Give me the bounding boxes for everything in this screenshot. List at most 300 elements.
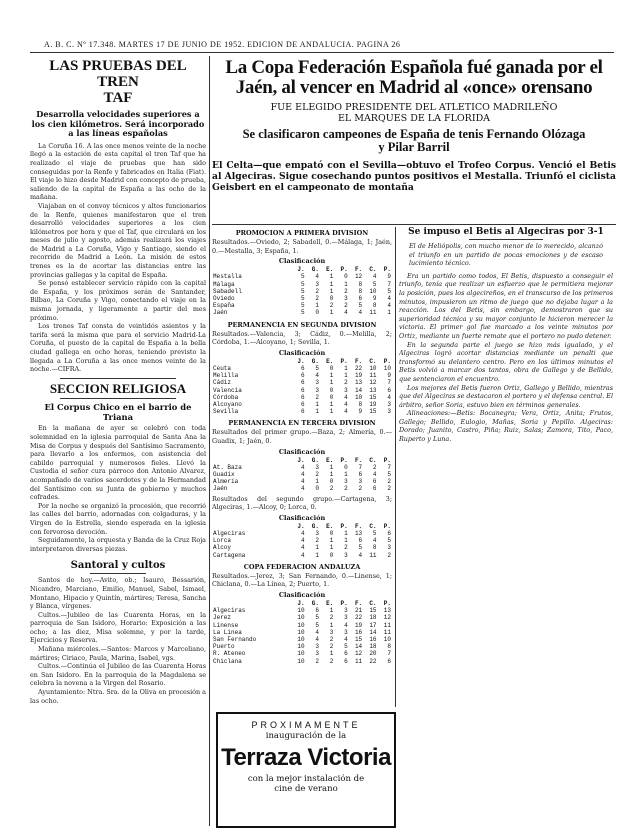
stat-cell: 1 <box>329 287 334 295</box>
header-cell: C. <box>369 522 377 530</box>
header-cell: E. <box>326 522 334 530</box>
table3-results: Resultados del primer grupo.—Baza, 2; Almería, 0.—Guadix, 1; Jaén, 0. <box>212 428 392 446</box>
stat-cell: 4 <box>344 621 348 629</box>
stat-cell: 4 <box>387 302 391 310</box>
column-rule <box>395 227 396 707</box>
stat-cell: 16 <box>354 628 363 636</box>
stat-cell: 0 <box>329 393 334 401</box>
table3b-clasif-label: Clasificación <box>278 513 326 522</box>
header-cell: G. <box>311 357 319 365</box>
stat-cell: 2 <box>344 302 348 310</box>
stat-cell: 3 <box>344 551 348 559</box>
stat-cell: 1 <box>329 372 334 380</box>
stat-cell: 5 <box>300 287 305 295</box>
ad-line3: Terraza Victoria <box>221 744 391 771</box>
stat-cell: 6 <box>300 393 305 401</box>
stat-cell: 1 <box>329 379 334 387</box>
stat-cell: 10 <box>297 614 305 622</box>
stat-cell: 12 <box>383 614 391 622</box>
header-cell <box>212 600 291 607</box>
team-name: Alcoyano <box>213 401 242 409</box>
stat-cell: 2 <box>344 379 348 387</box>
table-row <box>212 607 392 614</box>
header-cell: P. <box>340 357 348 365</box>
team-name: Málaga <box>213 280 235 288</box>
stat-cell: 4 <box>358 551 363 559</box>
stat-cell: 4 <box>387 393 391 401</box>
stat-cell: 1 <box>315 408 319 416</box>
stat-cell: 2 <box>329 614 334 622</box>
table1 <box>212 266 392 316</box>
stat-cell: 3 <box>315 386 319 394</box>
main-headline-line2: Jaén, al vencer en Madrid al «once» orensano <box>235 76 593 98</box>
header-cell: C. <box>369 266 377 274</box>
stat-cell: 14 <box>354 643 363 651</box>
header-cell: G. <box>311 456 319 464</box>
stat-cell: 11 <box>369 551 377 559</box>
stat-cell: 6 <box>358 537 363 545</box>
stat-cell: 5 <box>300 273 305 281</box>
header-cell: P. <box>383 456 391 464</box>
table-row <box>212 537 392 544</box>
stat-cell: 4 <box>344 408 348 416</box>
stat-cell: 6 <box>300 365 305 372</box>
stat-cell: 10 <box>383 636 391 644</box>
header-cell: J. <box>297 600 305 608</box>
header-cell: J. <box>297 266 305 274</box>
stat-cell: 3 <box>329 628 334 636</box>
stat-cell: 2 <box>315 287 319 295</box>
ad-line1: PROXIMAMENTE <box>251 720 361 730</box>
table-row <box>212 379 392 386</box>
stat-cell: 2 <box>329 636 334 644</box>
stat-cell: 8 <box>358 287 363 295</box>
stat-cell: 18 <box>369 643 377 651</box>
table-row <box>212 471 392 478</box>
ad-line5: cine de verano <box>274 784 338 794</box>
stat-cell: 6 <box>372 485 377 493</box>
team-name: Almería <box>213 478 239 486</box>
stat-cell: 4 <box>315 628 319 636</box>
stat-cell: 10 <box>297 657 305 665</box>
stat-cell: 12 <box>354 273 363 281</box>
stat-cell: 1 <box>315 401 319 409</box>
stat-cell: 2 <box>315 393 319 401</box>
stat-cell: 5 <box>387 537 391 545</box>
header-cell <box>212 523 291 530</box>
table2-clasif-label: Clasificación <box>278 348 326 357</box>
stat-cell: 1 <box>329 537 334 545</box>
table-row <box>212 650 392 657</box>
stat-cell: 6 <box>358 471 363 479</box>
stat-cell: 8 <box>387 643 391 651</box>
stat-cell: 2 <box>344 287 348 295</box>
stat-cell: 1 <box>329 471 334 479</box>
table1-clasif-label: Clasificación <box>278 257 326 266</box>
stat-cell: 5 <box>372 530 377 538</box>
stat-cell: 8 <box>372 302 377 310</box>
stat-cell: 3 <box>315 650 319 658</box>
stat-cell: 10 <box>297 621 305 629</box>
table-row <box>212 365 392 372</box>
team-name: Valencia <box>213 386 242 394</box>
table-header-row <box>212 358 392 365</box>
stat-cell: 0 <box>344 463 348 471</box>
stat-cell: 4 <box>300 544 305 552</box>
table-row <box>212 295 392 302</box>
team-name: Cartagena <box>213 551 246 559</box>
stat-cell: 1 <box>329 650 334 658</box>
stat-cell: 1 <box>329 607 334 615</box>
stat-cell: 13 <box>369 386 377 394</box>
table-header-row <box>212 600 392 607</box>
stat-cell: 10 <box>297 636 305 644</box>
stat-cell: 1 <box>329 273 334 281</box>
stat-cell: 3 <box>387 544 391 552</box>
table1-heading: PROMOCION A PRIMERA DIVISION <box>235 229 369 237</box>
stat-cell: 14 <box>369 628 377 636</box>
subhead-taf: Desarrolla velocidades superiores a los cien kilómetros. Será incorporado a las líneas españolas <box>31 109 205 139</box>
stat-cell: 3 <box>315 280 319 288</box>
team-name: Jaén <box>213 485 228 493</box>
stat-cell: 6 <box>300 372 305 380</box>
stat-cell: 10 <box>383 365 391 372</box>
stat-cell: 19 <box>354 621 363 629</box>
header-cell: P. <box>383 266 391 274</box>
header-cell: J. <box>297 522 305 530</box>
header-cell: G. <box>311 522 319 530</box>
article-corpus-p1: En la mañana de ayer se celebró con toda solemnidad en la iglesia parroquial de Santa Ana la Misa de Corpus y después del Santísimo Sacramento, para llevarlo a los enfermos, con asistencia del cabildo parroquial y numerosos fieles. Llevó la Custodia el señor cura párroco don Antonio Alvarez, acompañado de varios sacerdotes y de la Hermandad del Santísimo con su Junta de gobierno y muchos cofrades. <box>30 424 206 502</box>
stat-cell: 10 <box>297 643 305 651</box>
header-cell: G. <box>311 266 319 274</box>
team-name: Guadix <box>213 471 235 479</box>
stat-cell: 6 <box>344 650 348 658</box>
article-corpus-p2: Por la noche se organizó la procesión, que recorrió las calles del barrio, adornadas con colgaduras, y la Virgen de la Estrella, siendo esperada en la iglesia con fervorosa devoción. <box>30 501 206 536</box>
stat-cell: 15 <box>369 607 377 615</box>
subhead-tenis-line1: Se clasificaron campeones de España de tenis Fernando Olózaga <box>242 126 586 141</box>
stat-cell: 0 <box>315 485 319 493</box>
table-header-row <box>212 266 392 273</box>
table3b-results: Resultados del segundo grupo.—Cartagena, 3; Algeciras, 1.—Alcoy, 0; Lorca, 0. <box>212 494 392 512</box>
stat-cell: 2 <box>315 537 319 545</box>
table-row <box>212 401 392 408</box>
stat-cell: 3 <box>344 386 348 394</box>
stat-cell: 12 <box>354 650 363 658</box>
header-cell: P. <box>340 456 348 464</box>
stat-cell: 7 <box>387 280 391 288</box>
stat-cell: 3 <box>387 408 391 416</box>
table-row <box>212 658 392 665</box>
stat-cell: 2 <box>315 471 319 479</box>
stat-cell: 2 <box>387 478 391 486</box>
team-name: Sabadell <box>213 287 242 295</box>
stat-cell: 9 <box>387 372 391 380</box>
betis-p2: En la segunda parte el juego se hizo más igualado, y el Algeciras logró acortar distancias mediante un penalti que transformó su delantero centro. Pero en los últimos minutos el Betis volvió a marcar dos tantos, obra de Gallego y de Bellido, que sentenciaron el encuentro. <box>399 340 613 383</box>
stat-cell: 2 <box>329 643 334 651</box>
stat-cell: 7 <box>358 463 363 471</box>
headline-taf-line2: TAF <box>103 89 133 106</box>
header-cell: F. <box>354 456 363 464</box>
article-taf-p4: Los trenes Taf consta de veintidós asientos y la tarifa será la misma que para el servicio Madrid-La Coruña, el puesto de la capital de España a la bella ciudad gallega en ocho horas, teniendo previsto la llegada a La Coruña a las once menos veinte de la noche.—CIFRA. <box>30 322 206 374</box>
table3 <box>212 457 392 493</box>
team-name: Jaén <box>213 309 228 317</box>
stat-cell: 1 <box>315 302 319 310</box>
table4-heading: COPA FEDERACION ANDALUZA <box>243 562 361 571</box>
stat-cell: 6 <box>300 408 305 416</box>
stat-cell: 4 <box>387 295 391 302</box>
stat-cell: 2 <box>329 302 334 310</box>
ad-line2: inauguración de la <box>265 731 347 741</box>
stat-cell: 3 <box>315 379 319 387</box>
stat-cell: 4 <box>300 551 305 559</box>
stat-cell: 13 <box>354 530 363 538</box>
stat-cell: 10 <box>369 287 377 295</box>
header-cell: P. <box>340 600 348 608</box>
stat-cell: 0 <box>329 478 334 486</box>
table-row <box>212 622 392 629</box>
team-name: San Fernando <box>213 636 257 644</box>
stat-cell: 2 <box>387 551 391 559</box>
table-row <box>212 614 392 621</box>
stat-cell: 4 <box>300 537 305 545</box>
header-cell: C. <box>369 456 377 464</box>
table2-results: Resultados.—Valencia, 3; Cádiz, 0.—Melilla, 2; Córdoba, 1.—Alcoyano, 1; Sevilla, 1. <box>212 329 392 347</box>
stat-cell: 4 <box>344 401 348 409</box>
stat-cell: 3 <box>344 607 348 615</box>
table-row <box>212 288 392 295</box>
stat-cell: 3 <box>344 295 348 302</box>
stat-cell: 6 <box>387 530 391 538</box>
santoral-p1: Santos de hoy.—Avito, ob.; Isauro, Bessarión, Nicandro, Marciano, Emilio, Manuel, Sabel, Ismael, Montano, Hipacio y Quintín, mártires; Teresa, Sancha y Blanca, vírgenes. <box>30 576 206 611</box>
stat-cell: 13 <box>354 379 363 387</box>
stat-cell: 7 <box>387 463 391 471</box>
table-row <box>212 281 392 288</box>
stat-cell: 4 <box>372 471 377 479</box>
team-name: Melilla <box>213 372 239 380</box>
stat-cell: 4 <box>372 537 377 545</box>
team-name: Sevilla <box>213 408 239 416</box>
stat-cell: 3 <box>344 614 348 622</box>
team-name: Linense <box>213 621 239 629</box>
stat-cell: 5 <box>315 365 319 372</box>
stat-cell: 19 <box>354 372 363 380</box>
stat-cell: 1 <box>315 478 319 486</box>
stat-cell: 4 <box>300 471 305 479</box>
stat-cell: 3 <box>358 478 363 486</box>
stat-cell: 4 <box>300 530 305 538</box>
header-cell: P. <box>383 522 391 530</box>
divider <box>90 573 146 574</box>
header-cell <box>212 457 291 464</box>
stat-cell: 15 <box>369 393 377 401</box>
team-name: Alcoy <box>213 544 232 552</box>
table2 <box>212 358 392 416</box>
stat-cell: 1 <box>315 544 319 552</box>
subhead-tenis-line2: y Pilar Barril <box>378 140 450 154</box>
team-name: Algeciras <box>213 607 246 615</box>
stat-cell: 0 <box>344 273 348 281</box>
stat-cell: 15 <box>369 408 377 416</box>
table-header-row <box>212 523 392 530</box>
team-name: At. Baza <box>213 463 242 471</box>
stat-cell: 5 <box>358 302 363 310</box>
stat-cell: 10 <box>354 393 363 401</box>
left-column <box>30 56 206 832</box>
stat-cell: 6 <box>387 386 391 394</box>
header-cell: E. <box>326 266 334 274</box>
stat-cell: 8 <box>358 401 363 409</box>
stat-cell: 8 <box>358 280 363 288</box>
stat-cell: 22 <box>354 365 363 372</box>
header-cell: E. <box>326 600 334 608</box>
table-row <box>212 302 392 309</box>
stat-cell: 4 <box>300 463 305 471</box>
stat-cell: 5 <box>300 309 305 317</box>
headline-religiosa: SECCION RELIGIOSA <box>49 380 187 396</box>
stat-cell: 4 <box>315 273 319 281</box>
team-name: Oviedo <box>213 295 235 302</box>
team-name: R. Ateneo <box>213 650 246 658</box>
stat-cell: 1 <box>329 401 334 409</box>
stat-cell: 11 <box>383 621 391 629</box>
main-headline-line1: La Copa Federación Española fué ganada por el <box>225 57 603 78</box>
table-row <box>212 478 392 485</box>
stat-cell: 6 <box>358 295 363 302</box>
team-name: Puerto <box>213 643 235 651</box>
stat-cell: 10 <box>297 628 305 636</box>
stat-cell: 0 <box>329 386 334 394</box>
stat-cell: 21 <box>354 607 363 615</box>
stat-cell: 5 <box>344 643 348 651</box>
santoral-p3: Mañana miércoles.—Santos: Marcos y Marceliano, mártires; Ciriaco, Paula, Marina, Isabel, vgs. <box>30 645 206 662</box>
stat-cell: 2 <box>387 485 391 493</box>
stat-cell: 9 <box>358 408 363 416</box>
stat-cell: 2 <box>358 485 363 493</box>
subhead-atletico-line2: EL MARQUES DE LA FLORIDA <box>337 112 491 124</box>
header-cell: J. <box>297 456 305 464</box>
stat-cell: 7 <box>387 650 391 658</box>
stat-cell: 5 <box>300 302 305 310</box>
header-cell: F. <box>354 357 363 365</box>
betis-p1: Era un partido como todos, El Betis, dispuesto a conseguir el triunfo, tenía que realizar un esfuerzo que le permitiera mejorar la posición, pues los algecireños, en el transcurso de los primeros minutos, impusieron un ritmo de juego que no dejaba lugar a la reacción. Los del Betis, sin embargo, demostraron que su superioridad técnica y su mayor conjunto le hicieron merecer la victoria. El primer gol fue marcado a los veinte minutos por Ortiz, mediante un fuerte remate que el portero no pudo detener. <box>399 271 613 340</box>
article-taf-p1: La Coruña 16. A las once menos veinte de la noche llegó a la estación de esta capital el tren Taf que ha realizado el viaje de pruebas que han sido conseguidas por la Renfe y fabricados en Italia (Fiat). El viaje lo hizo desde Madrid con concepto de prueba, saliendo de la capital de España a las ocho de la mañana. <box>30 141 206 202</box>
table-row <box>212 544 392 551</box>
ad-line4: con la mejor instalación de <box>247 774 365 784</box>
table-row <box>212 643 392 650</box>
stat-cell: 6 <box>344 657 348 665</box>
stat-cell: 4 <box>315 636 319 644</box>
stat-cell: 5 <box>372 280 377 288</box>
stat-cell: 4 <box>344 393 348 401</box>
stat-cell: 1 <box>344 365 348 372</box>
table-row <box>212 485 392 492</box>
team-name: Córdoba <box>213 393 239 401</box>
stat-cell: 13 <box>383 607 391 615</box>
team-name: Algeciras <box>213 530 246 538</box>
stat-cell: 6 <box>300 401 305 409</box>
stat-cell: 1 <box>344 372 348 380</box>
stat-cell: 5 <box>315 614 319 622</box>
table-row <box>212 273 392 280</box>
stat-cell: 11 <box>383 628 391 636</box>
table-row <box>212 309 392 316</box>
stat-cell: 16 <box>369 636 377 644</box>
subhead-celta: El Celta—que empató con el Sevilla—obtuvo el Trofeo Corpus. Venció el Betis al Algeciras. Sigue cosechando puntos positivos el Mestalla. Triunfó el ciclista Geisbert en el campeonato de montaña <box>212 160 616 194</box>
stat-cell: 1 <box>329 544 334 552</box>
stat-cell: 1 <box>344 280 348 288</box>
betis-p3: Los mejores del Betis fueron Ortiz, Gallego y Bellido, mientras que del Algeciras se destacaron el portero y el defensa central. El árbitro, señor Soria, estuvo bien en términos generales. <box>399 383 613 409</box>
stat-cell: 3 <box>315 643 319 651</box>
stat-cell: 2 <box>372 463 377 471</box>
stat-cell: 1 <box>329 408 334 416</box>
stat-cell: 1 <box>344 537 348 545</box>
right-column <box>399 227 613 827</box>
table4 <box>212 600 392 665</box>
team-name: La Línea <box>213 628 242 636</box>
stat-cell: 4 <box>372 273 377 281</box>
stat-cell: 11 <box>369 372 377 380</box>
table-row <box>212 636 392 643</box>
stat-cell: 4 <box>344 636 348 644</box>
terraza-victoria-ad <box>216 712 396 828</box>
stat-cell: 0 <box>329 295 334 302</box>
stat-cell: 0 <box>329 551 334 559</box>
team-name: Ceuta <box>213 365 232 372</box>
table3b <box>212 523 392 559</box>
header-cell <box>212 358 291 365</box>
stat-cell: 3 <box>387 401 391 409</box>
stat-cell: 6 <box>300 386 305 394</box>
stat-cell: 14 <box>354 386 363 394</box>
stat-cell: 2 <box>329 657 334 665</box>
stat-cell: 1 <box>387 309 391 317</box>
stat-cell: 0 <box>315 309 319 317</box>
table3-heading: PERMANENCIA EN TERCERA DIVISION <box>228 419 376 428</box>
header-cell: G. <box>311 600 319 608</box>
table-row <box>212 629 392 636</box>
subhead-atletico-line1: FUE ELEGIDO PRESIDENTE DEL ATLETICO MADRILEÑO <box>270 101 558 113</box>
header-cell <box>212 266 291 273</box>
stat-cell: 12 <box>369 379 377 387</box>
stat-cell: 1 <box>344 471 348 479</box>
header-cell: P. <box>340 266 348 274</box>
stat-cell: 0 <box>329 530 334 538</box>
header-cell: C. <box>369 600 377 608</box>
stat-cell: 20 <box>369 650 377 658</box>
stat-cell: 4 <box>300 478 305 486</box>
stat-cell: 3 <box>315 530 319 538</box>
header-cell: J. <box>297 357 305 365</box>
stat-cell: 6 <box>372 478 377 486</box>
table3-clasif-label: Clasificación <box>278 447 326 456</box>
stat-cell: 0 <box>329 365 334 372</box>
table2-heading: PERMANENCIA EN SEGUNDA DIVISION <box>227 320 377 329</box>
stat-cell: 15 <box>354 636 363 644</box>
stat-cell: 3 <box>344 628 348 636</box>
table-header-row <box>212 457 392 464</box>
divider <box>60 398 176 399</box>
tables-column <box>212 227 392 707</box>
table-row <box>212 408 392 415</box>
table-row <box>212 552 392 559</box>
headline-betis: Se impuso el Betis al Algeciras por 3-1 <box>408 227 604 237</box>
stat-cell: 1 <box>329 621 334 629</box>
stat-cell: 4 <box>300 485 305 493</box>
header-cell: P. <box>383 357 391 365</box>
headline-santoral: Santoral y cultos <box>70 560 166 572</box>
stat-cell: 8 <box>372 544 377 552</box>
stat-cell: 18 <box>369 614 377 622</box>
